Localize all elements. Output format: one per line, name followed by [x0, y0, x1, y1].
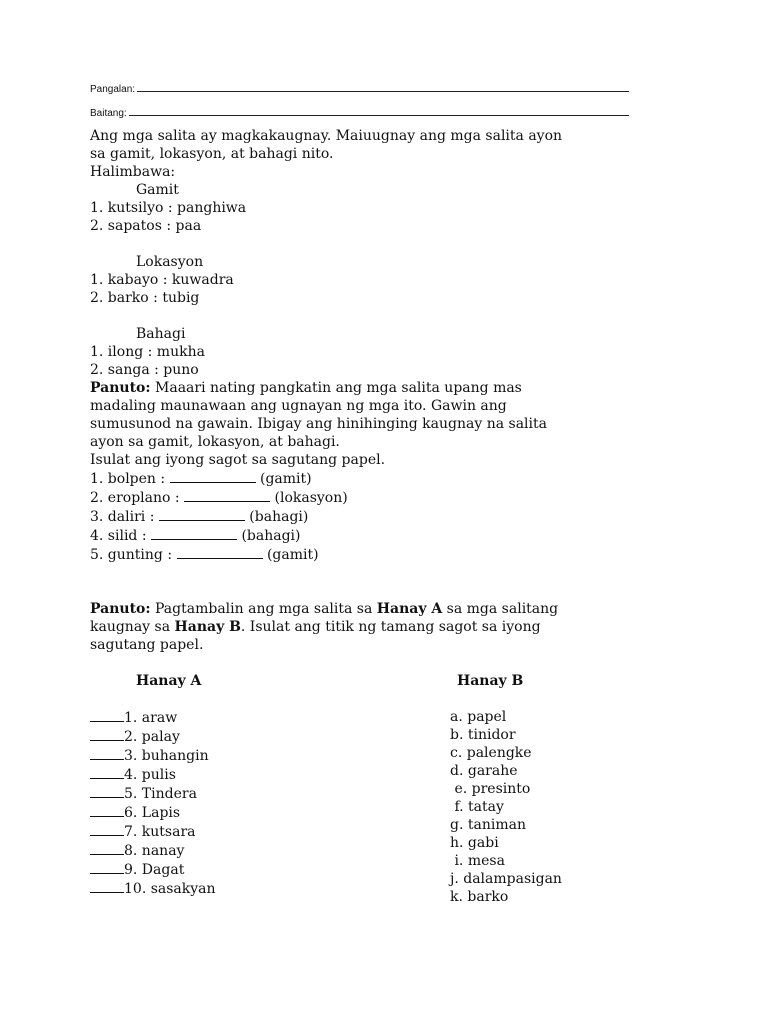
example-category-lokasyon: Lokasyon	[136, 254, 204, 270]
grade-label: Baitang:	[90, 108, 127, 119]
intro-line-2: sa gamit, lokasyon, at bahagi nito.	[90, 146, 334, 162]
choice-item: c. palengke	[450, 745, 532, 761]
answer-blank[interactable]	[170, 469, 256, 483]
choice-item: d. garahe	[450, 763, 518, 779]
part2-instruction-line-2: kaugnay sa Hanay B. Isulat ang titik ng tamang sagot sa iyong	[90, 619, 541, 635]
hanay-a-header: Hanay A	[136, 673, 202, 689]
example-item: 2. sanga : puno	[90, 362, 199, 378]
answer-blank[interactable]	[90, 784, 124, 798]
part2-panuto-label: Panuto:	[90, 601, 151, 617]
part1-question: 5. gunting : (gamit)	[90, 547, 319, 563]
part1-question: 1. bolpen : (gamit)	[90, 471, 312, 487]
part1-instruction-line-3: sumusunod na gawain. Ibigay ang hinihinging kaugnay na salita	[90, 416, 547, 432]
answer-blank[interactable]	[159, 507, 245, 521]
answer-blank[interactable]	[90, 708, 124, 722]
answer-blank[interactable]	[177, 545, 263, 559]
part1-question: 4. silid : (bahagi)	[90, 528, 301, 544]
answer-blank[interactable]	[90, 765, 124, 779]
matching-item: 1. araw	[90, 708, 390, 727]
matching-item: 2. palay	[90, 727, 390, 746]
matching-item: 3. buhangin	[90, 746, 390, 765]
part1-instruction-line-4: ayon sa gamit, lokasyon, at bahagi.	[90, 434, 340, 450]
part1-instruction-line-5: Isulat ang iyong sagot sa sagutang papel.	[90, 452, 386, 468]
part1-question: 3. daliri : (bahagi)	[90, 509, 309, 525]
choice-item: a. papel	[450, 709, 507, 725]
part2-instruction-line-3: sagutang papel.	[90, 637, 204, 653]
part1-instruction-line-2: madaling maunawaan ang ugnayan ng mga ito. Gawin ang	[90, 398, 507, 414]
name-field	[90, 82, 629, 96]
example-item: 2. sapatos : paa	[90, 218, 202, 234]
example-item: 1. ilong : mukha	[90, 344, 205, 360]
example-category-gamit: Gamit	[136, 182, 179, 198]
hanay-b-column	[450, 672, 690, 906]
matching-item: 5. Tindera	[90, 784, 390, 803]
example-item: 1. kutsilyo : panghiwa	[90, 200, 247, 216]
hanay-b-header: Hanay B	[457, 673, 524, 689]
answer-blank[interactable]	[90, 841, 124, 855]
choice-item: j. dalampasigan	[450, 871, 562, 887]
grade-field	[90, 106, 629, 120]
name-blank-line[interactable]	[137, 82, 629, 92]
answer-blank[interactable]	[184, 488, 270, 502]
answer-blank[interactable]	[151, 526, 237, 540]
answer-blank[interactable]	[90, 727, 124, 741]
worksheet-body	[90, 127, 690, 906]
matching-item: 8. nanay	[90, 841, 390, 860]
answer-blank[interactable]	[90, 879, 124, 893]
answer-blank[interactable]	[90, 860, 124, 874]
choice-item: i. mesa	[450, 853, 505, 869]
part1-question: 2. eroplano : (lokasyon)	[90, 490, 348, 506]
choice-item: f. tatay	[450, 799, 504, 815]
part2-instruction-line-1: Panuto: Pagtambalin ang mga salita sa Hanay A sa mga salitang	[90, 601, 559, 617]
choice-item: h. gabi	[450, 835, 499, 851]
matching-item: 4. pulis	[90, 765, 390, 784]
answer-blank[interactable]	[90, 803, 124, 817]
matching-item: 9. Dagat	[90, 860, 390, 879]
choice-item: g. taniman	[450, 817, 526, 833]
example-item: 2. barko : tubig	[90, 290, 200, 306]
hanay-a-column	[90, 672, 390, 898]
matching-item: 7. kutsara	[90, 822, 390, 841]
example-category-bahagi: Bahagi	[136, 326, 186, 342]
part1-instruction-line-1: Panuto: Maaari nating pangkatin ang mga salita upang mas	[90, 380, 522, 396]
intro-line-1: Ang mga salita ay magkakaugnay. Maiuugnay ang mga salita ayon	[90, 128, 563, 144]
choice-item: k. barko	[450, 889, 509, 905]
example-item: 1. kabayo : kuwadra	[90, 272, 234, 288]
choice-item: e. presinto	[450, 781, 531, 797]
matching-columns	[90, 672, 690, 906]
choice-item: b. tinidor	[450, 727, 516, 743]
answer-blank[interactable]	[90, 822, 124, 836]
answer-blank[interactable]	[90, 746, 124, 760]
matching-item: 10. sasakyan	[90, 879, 390, 898]
part1-panuto-label: Panuto:	[90, 380, 151, 396]
name-label: Pangalan:	[90, 84, 136, 95]
matching-item: 6. Lapis	[90, 803, 390, 822]
example-label: Halimbawa:	[90, 164, 176, 180]
grade-blank-line[interactable]	[129, 106, 629, 116]
